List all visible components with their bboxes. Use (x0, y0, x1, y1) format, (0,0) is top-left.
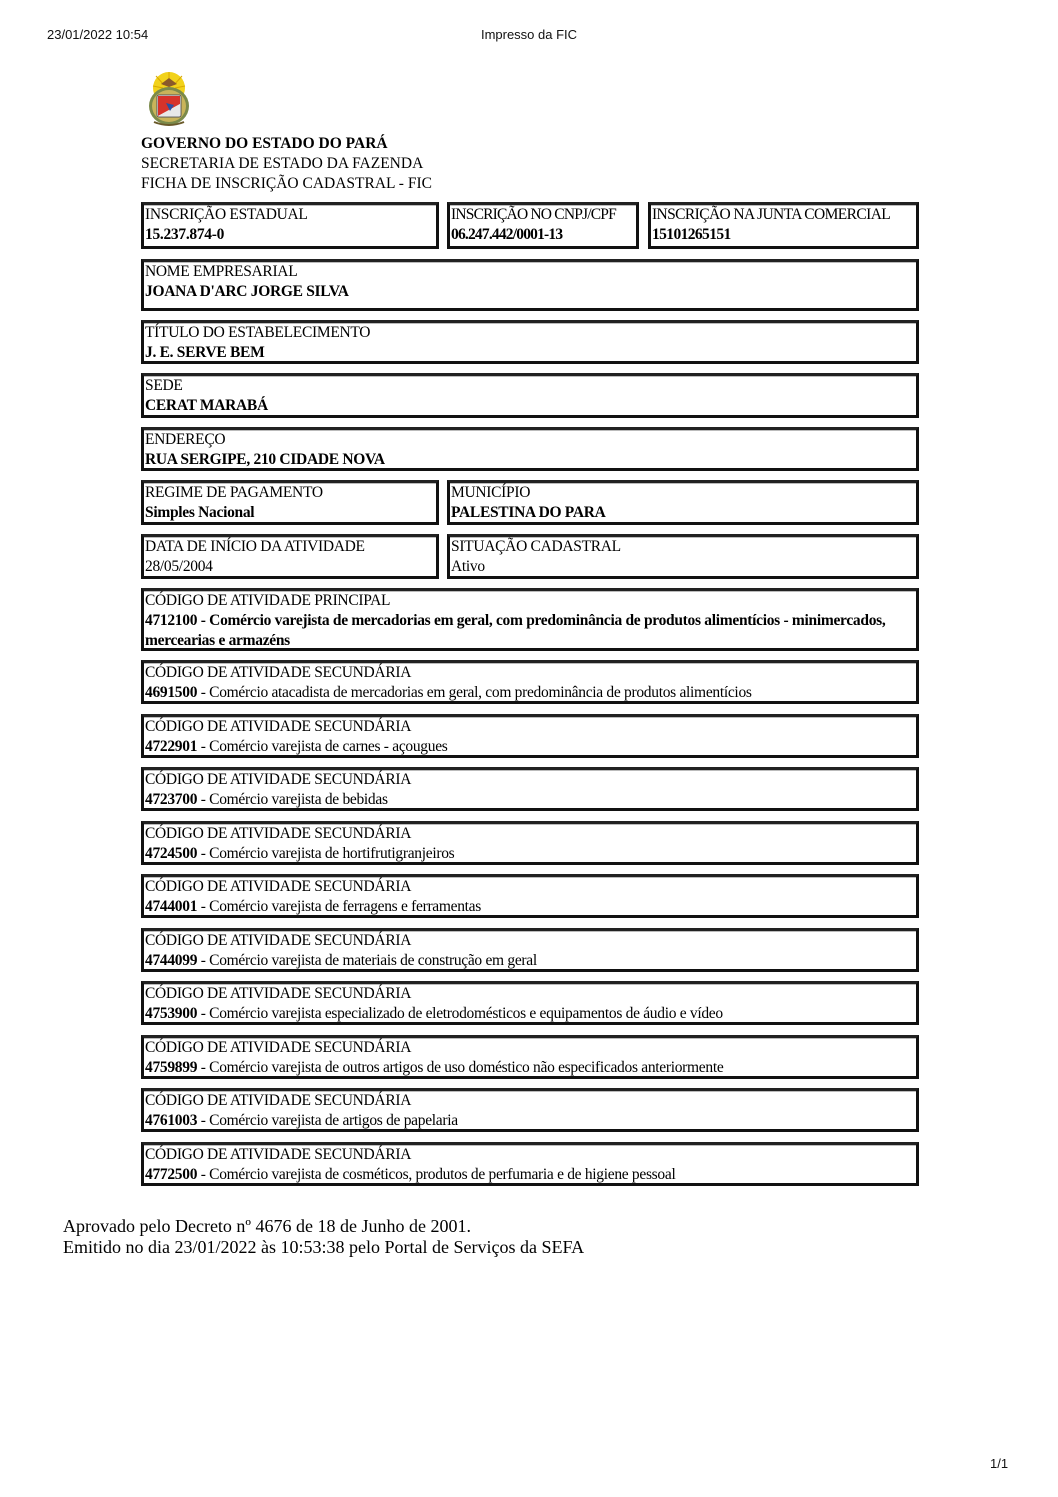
activity-code: 4753900 (145, 1005, 198, 1022)
titulo-estabelecimento-box (141, 320, 919, 364)
field-label: INSCRIÇÃO NO CNPJ/CPF (451, 206, 616, 223)
document-title: FICHA DE INSCRIÇÃO CADASTRAL - FIC (141, 175, 432, 192)
field-label: DATA DE INÍCIO DA ATIVIDADE (145, 538, 365, 555)
field-label: CÓDIGO DE ATIVIDADE SECUNDÁRIA (145, 1092, 412, 1109)
field-label: CÓDIGO DE ATIVIDADE SECUNDÁRIA (145, 1039, 412, 1056)
field-value: CERAT MARABÁ (145, 397, 268, 414)
activity-description: Comércio varejista de cosméticos, produtos de perfumaria e de higiene pessoal (209, 1166, 676, 1183)
field-value (145, 951, 916, 971)
field-label: INSCRIÇÃO NA JUNTA COMERCIAL (652, 206, 891, 223)
separator: - (197, 738, 210, 755)
separator: - (197, 845, 210, 862)
field-label: CÓDIGO DE ATIVIDADE PRINCIPAL (145, 592, 391, 609)
activity-code: 4744099 (145, 952, 198, 969)
field-value (145, 611, 916, 651)
secondary-activity-box (141, 874, 919, 918)
endereco-box (141, 427, 919, 471)
secondary-activity-box (141, 1088, 919, 1132)
separator: - (197, 898, 210, 915)
field-label: CÓDIGO DE ATIVIDADE SECUNDÁRIA (145, 771, 412, 788)
field-value: 06.247.442/0001-13 (451, 226, 563, 243)
field-value (145, 1165, 916, 1185)
field-value: 15.237.874-0 (145, 226, 225, 243)
activity-description: Comércio varejista de mercadorias em geral, com predominância de produtos alimentícios - minimercados, mercearias e armazéns (145, 612, 886, 649)
activity-description: Comércio varejista especializado de eletrodomésticos e equipamentos de áudio e vídeo (209, 1005, 723, 1022)
government-name: GOVERNO DO ESTADO DO PARÁ (141, 135, 388, 152)
coat-of-arms-para-icon (144, 70, 194, 128)
field-value (145, 737, 916, 757)
data-inicio-box (141, 534, 439, 579)
situacao-cadastral-box (447, 534, 919, 579)
field-label: CÓDIGO DE ATIVIDADE SECUNDÁRIA (145, 664, 412, 681)
activity-code: 4712100 (145, 612, 198, 629)
field-label: CÓDIGO DE ATIVIDADE SECUNDÁRIA (145, 985, 412, 1002)
field-label: ENDEREÇO (145, 431, 226, 448)
field-value (145, 1111, 916, 1131)
activity-description: Comércio varejista de materiais de construção em geral (209, 952, 537, 969)
field-label: CÓDIGO DE ATIVIDADE SECUNDÁRIA (145, 932, 412, 949)
cnpj-cpf-box (447, 202, 639, 249)
activity-code: 4772500 (145, 1166, 198, 1183)
emission-note: Emitido no dia 23/01/2022 às 10:53:38 pelo Portal de Serviços da SEFA (63, 1237, 585, 1257)
secondary-activity-box (141, 981, 919, 1025)
activity-code: 4744001 (145, 898, 198, 915)
activity-description: Comércio varejista de hortifrutigranjeiros (209, 845, 455, 862)
junta-comercial-box (648, 202, 919, 249)
print-datetime: 23/01/2022 10:54 (47, 27, 149, 42)
activity-description: Comércio varejista de bebidas (209, 791, 388, 808)
field-label: CÓDIGO DE ATIVIDADE SECUNDÁRIA (145, 825, 412, 842)
secondary-activity-box (141, 660, 919, 704)
field-value (145, 790, 916, 810)
field-label: CÓDIGO DE ATIVIDADE SECUNDÁRIA (145, 878, 412, 895)
field-value: 15101265151 (652, 226, 731, 243)
activity-description: Comércio varejista de artigos de papelaria (209, 1112, 458, 1129)
activity-description: Comércio varejista de outros artigos de uso doméstico não especificados anteriormente (209, 1059, 724, 1076)
secondary-activity-box (141, 821, 919, 865)
separator: - (197, 1059, 210, 1076)
separator: - (197, 1166, 210, 1183)
inscricao-estadual-box (141, 202, 439, 249)
separator: - (197, 1112, 210, 1129)
municipio-box (447, 480, 919, 525)
separator: - (197, 791, 210, 808)
field-label: REGIME DE PAGAMENTO (145, 484, 323, 501)
atividade-principal-box (141, 588, 919, 651)
regime-pagamento-box (141, 480, 439, 525)
secretariat-name: SECRETARIA DE ESTADO DA FAZENDA (141, 155, 424, 172)
field-value: J. E. SERVE BEM (145, 344, 265, 361)
separator: - (197, 1005, 210, 1022)
page-number: 1/1 (990, 1456, 1009, 1471)
field-value: RUA SERGIPE, 210 CIDADE NOVA (145, 451, 385, 468)
field-label: TÍTULO DO ESTABELECIMENTO (145, 324, 371, 341)
field-label: CÓDIGO DE ATIVIDADE SECUNDÁRIA (145, 1146, 412, 1163)
activity-description: Comércio atacadista de mercadorias em geral, com predominância de produtos alimentícios (209, 684, 752, 701)
field-value (145, 1058, 916, 1078)
field-label: SEDE (145, 377, 183, 394)
field-value: JOANA D'ARC JORGE SILVA (145, 283, 349, 300)
field-value (145, 1004, 916, 1024)
field-label: INSCRIÇÃO ESTADUAL (145, 206, 308, 223)
activity-description: Comércio varejista de carnes - açougues (209, 738, 448, 755)
field-value (145, 897, 916, 917)
activity-code: 4761003 (145, 1112, 198, 1129)
status-value: Ativo (451, 558, 485, 575)
separator: - (197, 684, 210, 701)
activity-code: 4759899 (145, 1059, 198, 1076)
separator: - (197, 612, 210, 629)
secondary-activity-box (141, 714, 919, 758)
secondary-activity-box (141, 1142, 919, 1186)
secondary-activity-box (141, 928, 919, 972)
field-value: Simples Nacional (145, 504, 255, 521)
field-label: CÓDIGO DE ATIVIDADE SECUNDÁRIA (145, 718, 412, 735)
secondary-activity-box (141, 1035, 919, 1079)
separator: - (197, 952, 210, 969)
activity-code: 4691500 (145, 684, 198, 701)
field-value: 28/05/2004 (145, 558, 213, 575)
field-label: NOME EMPRESARIAL (145, 263, 298, 280)
field-value: PALESTINA DO PARA (451, 504, 606, 521)
field-value (145, 844, 916, 864)
activity-description: Comércio varejista de ferragens e ferramentas (209, 898, 481, 915)
secondary-activity-box (141, 767, 919, 811)
field-value (145, 683, 916, 703)
footer (63, 1216, 584, 1258)
government-heading (141, 134, 432, 194)
activity-code: 4723700 (145, 791, 198, 808)
field-label: SITUAÇÃO CADASTRAL (451, 538, 621, 555)
decree-note: Aprovado pelo Decreto nº 4676 de 18 de Junho de 2001. (63, 1216, 471, 1236)
field-label: MUNICÍPIO (451, 484, 531, 501)
print-title: Impresso da FIC (480, 27, 578, 42)
sede-box (141, 373, 919, 418)
activity-code: 4724500 (145, 845, 198, 862)
nome-empresarial-box (141, 259, 919, 311)
activity-code: 4722901 (145, 738, 198, 755)
